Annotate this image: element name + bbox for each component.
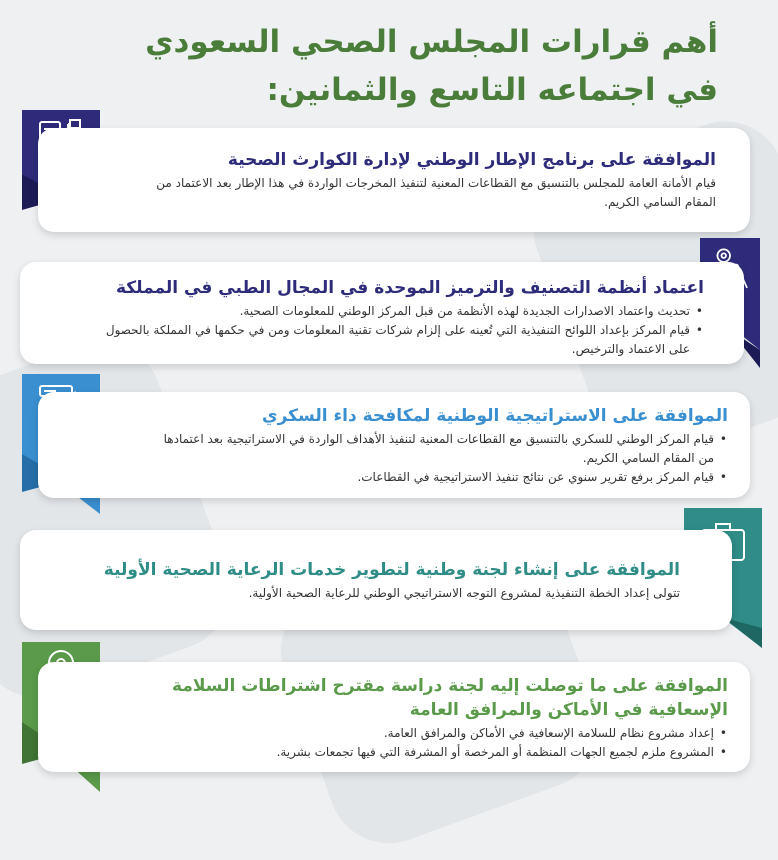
card-4-heading: الموافقة على إنشاء لجنة وطنية لتطوير خدمات الرعاية الصحية الأولية [103,560,680,580]
title-line-2: في اجتماعه التاسع والثمانين: [266,72,718,108]
decision-card-3 [38,392,750,498]
card-4-text: تتولى إعداد الخطة التنفيذية لمشروع التوجه الاستراتيجي الوطني للرعاية الصحية الأولية. [248,586,680,600]
page-title [38,18,718,114]
card-2-bullet-1: • تحديث واعتماد الاصدارات الجديدة لهذه الأنظمة من قبل المركز الوطني للمعلومات الصحية. [104,302,690,321]
card-3-bullet-1: • قيام المركز الوطني للسكري بالتنسيق مع القطاعات المعنية لتنفيذ الأهداف الواردة في الاستراتيجية بعد اعتمادها من المقام السامي الكريم. [148,430,714,468]
decision-card-4 [20,530,732,630]
card-1-heading: الموافقة على برنامج الإطار الوطني لإدارة الكوارث الصحية [227,150,716,170]
card-1-text: قيام الأمانة العامة للمجلس بالتنسيق مع القطاعات المعنية لتنفيذ المخرجات الواردة في هذا الإطار بعد الاعتماد من المقام السامي الكريم. [156,176,716,209]
card-5-bullet-2: • المشروع ملزم لجميع الجهات المنظمة أو المرخصة أو المشرفة التي فيها تجمعات بشرية. [128,743,714,762]
card-3-heading: الموافقة على الاستراتيجية الوطنية لمكافحة داء السكري [261,406,728,426]
card-5-heading: الموافقة على ما توصلت إليه لجنة دراسة مقترح اشتراطات السلامة الإسعافية في الأماكن والمرافق العامة [172,676,728,720]
card-2-bullet-2: • قيام المركز بإعداد اللوائح التنفيذية التي تُعينه على إلزام شركات تقنية المعلومات ومن في حكمها في المملكة بالحصول على الاعتماد والترخيص. [104,321,690,359]
card-2-heading: اعتماد أنظمة التصنيف والترميز الموحدة في المجال الطبي في المملكة [115,278,704,298]
card-5-bullet-1: • إعداد مشروع نظام للسلامة الإسعافية في الأماكن والمرافق العامة. [128,724,714,743]
title-line-1: أهم قرارات المجلس الصحي السعودي [145,24,718,60]
decision-card-1 [38,128,750,232]
decision-card-5 [38,662,750,772]
card-3-bullet-2: • قيام المركز برفع تقرير سنوي عن نتائج تنفيذ الاستراتيجية في القطاعات. [148,468,714,487]
decision-card-2 [20,262,744,364]
